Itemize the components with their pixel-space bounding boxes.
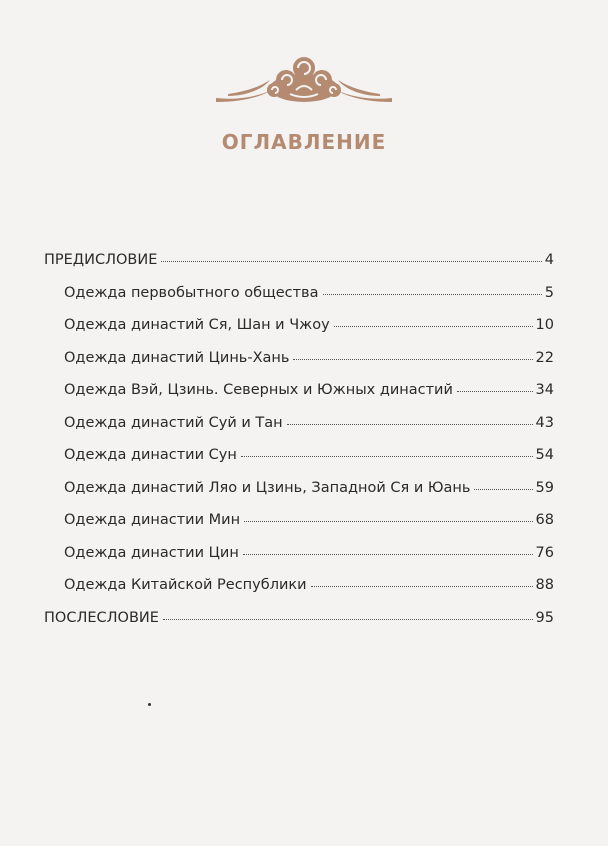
dot-leader [161,261,541,262]
dot-leader [457,391,533,392]
toc-entry[interactable] [44,512,554,545]
toc-entry[interactable] [44,350,554,383]
toc-entry-title: Одежда династий Ляо и Цзинь, Западной Ся и Юань [64,479,471,496]
toc-entry[interactable] [44,447,554,480]
toc-entry[interactable] [44,577,554,610]
toc-entry-title: Одежда первобытного общества [64,284,319,301]
toc-entry-page: 59 [535,479,554,496]
dot-leader [293,359,532,360]
toc-entry-page: 10 [535,317,554,333]
dot-leader [323,294,542,295]
dot-leader [244,521,533,522]
stray-dot [148,703,151,706]
toc-entry-page: 76 [535,544,554,561]
toc-entry-title: ПРЕДИСЛОВИЕ [44,252,158,268]
toc-entry-page: 5 [544,284,554,301]
toc-entry-page: 68 [535,512,554,528]
toc-entry[interactable] [44,545,554,578]
toc-entry-title: Одежда династий Цинь-Хань [64,349,290,366]
toc-entry[interactable] [44,317,554,350]
toc-entry-page: 95 [535,609,554,626]
toc-entry[interactable] [44,252,554,285]
toc-entry-title: Одежда Вэй, Цзинь. Северных и Южных династий [64,382,453,398]
toc-entry-page: 4 [544,252,554,268]
toc-entry-page: 54 [535,447,554,463]
toc-entry-title: Одежда Китайской Республики [64,577,307,593]
toc-entry[interactable] [44,610,554,643]
dot-leader [474,489,532,490]
toc-entry-page: 43 [535,414,554,431]
dot-leader [287,424,533,425]
toc-entry-page: 22 [535,349,554,366]
dot-leader [243,554,533,555]
dot-leader [334,326,533,327]
toc-entry-title: Одежда династии Мин [64,512,241,528]
page-title: ОГЛАВЛЕНИЕ [221,130,387,154]
cloud-scroll-ornament-icon [214,54,394,110]
toc-entry-page: 88 [535,577,554,593]
toc-entry-title: Одежда династии Сун [64,447,237,463]
toc-entry-title: Одежда династий Ся, Шан и Чжоу [64,317,330,333]
dot-leader [163,619,533,620]
toc-entry-title: Одежда династии Цин [64,544,239,561]
dot-leader [311,586,533,587]
toc-entry-title: Одежда династий Суй и Тан [64,414,283,431]
toc-entry[interactable] [44,480,554,513]
toc-entry[interactable] [44,382,554,415]
dot-leader [241,456,533,457]
table-of-contents [44,252,554,642]
toc-entry[interactable] [44,415,554,448]
toc-entry-title: ПОСЛЕСЛОВИЕ [44,609,159,626]
toc-entry[interactable] [44,285,554,318]
toc-entry-page: 34 [535,382,554,398]
